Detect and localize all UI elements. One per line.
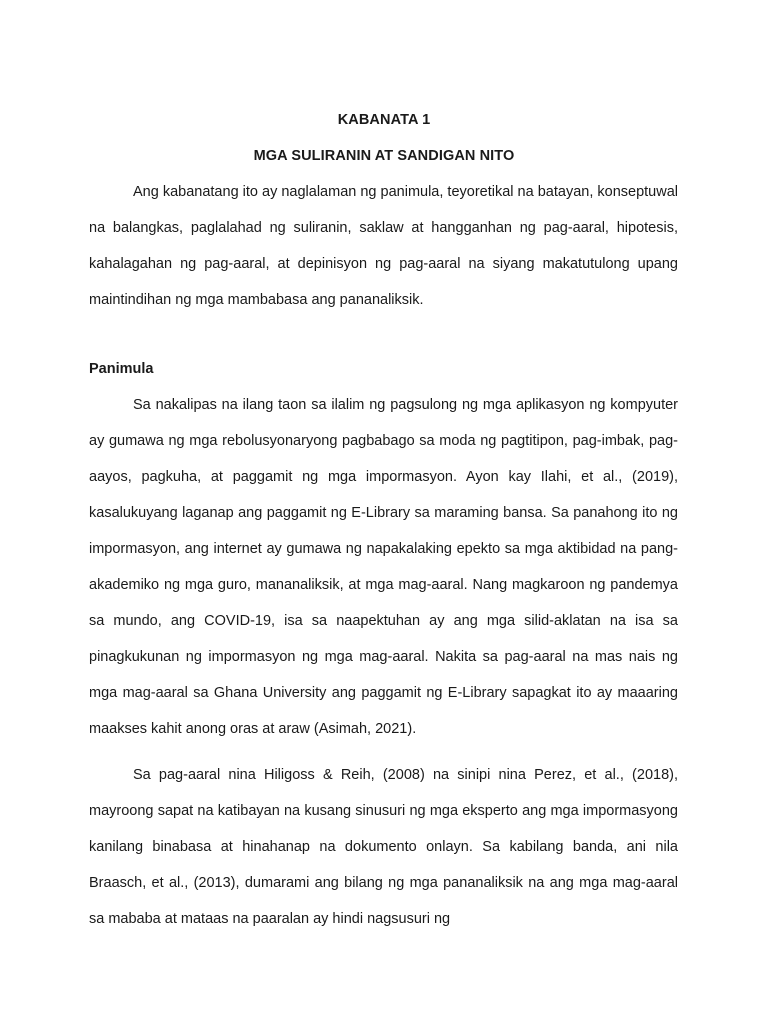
section-heading-panimula: Panimula [89,361,154,377]
chapter-title: MGA SULIRANIN AT SANDIGAN NITO [253,148,515,164]
body-paragraph-2: Sa pag-aaral nina Hiligoss & Reih, (2008) na sinipi nina Perez, et al., (2018), mayroong sapat na katibayan na kusang sinusuri ng mga eksperto ang mga impormasyong kanilang binabasa at hinahanap na dokumento onlayn. Sa kabilang banda, ani nila Braasch, et al., (2013), dumarami ang bilang ng mga pananaliksik na ang mga mag-aaral sa mababa at mataas na paaralan ay hindi nagsusuri ng [89,767,678,927]
chapter-number: KABANATA 1 [337,112,431,128]
body-paragraph-1: Sa nakalipas na ilang taon sa ilalim ng pagsulong ng mga aplikasyon ng kompyuter ay gumawa ng mga rebolusyonaryong pagbabago sa moda ng pagtitipon, pag-imbak, pag-aayos, pagkuha, at paggamit ng mga impormasyon. Ayon kay Ilahi, et al., (2019), kasalukuyang laganap ang paggamit ng E-Library sa maraming bansa. Sa panahong ito ng impormasyon, ang internet ay gumawa ng napakalaking epekto sa mga aktibidad na pang-akademiko ng mga guro, mananaliksik, at mga mag-aaral. Nang magkaroon ng pandemya sa mundo, ang COVID-19, isa sa naapektuhan ay ang mga silid-aklatan na isa sa pinagkukunan ng impormasyon ng mga mag-aaral. Nakita sa pag-aaral na mas nais ng mga mag-aaral sa Ghana University ang paggamit ng E-Library sapagkat ito ay maaaring maakses kahit anong oras at araw (Asimah, 2021). [89,397,678,737]
intro-paragraph: Ang kabanatang ito ay naglalaman ng panimula, teyoretikal na batayan, konseptuwal na balangkas, paglalahad ng suliranin, saklaw at hangganhan ng pag-aaral, hipotesis, kahalagahan ng pag-aaral, at depinisyon ng pag-aaral na siyang makatutulong upang maintindihan ng mga mambabasa ang pananaliksik. [89,184,678,308]
